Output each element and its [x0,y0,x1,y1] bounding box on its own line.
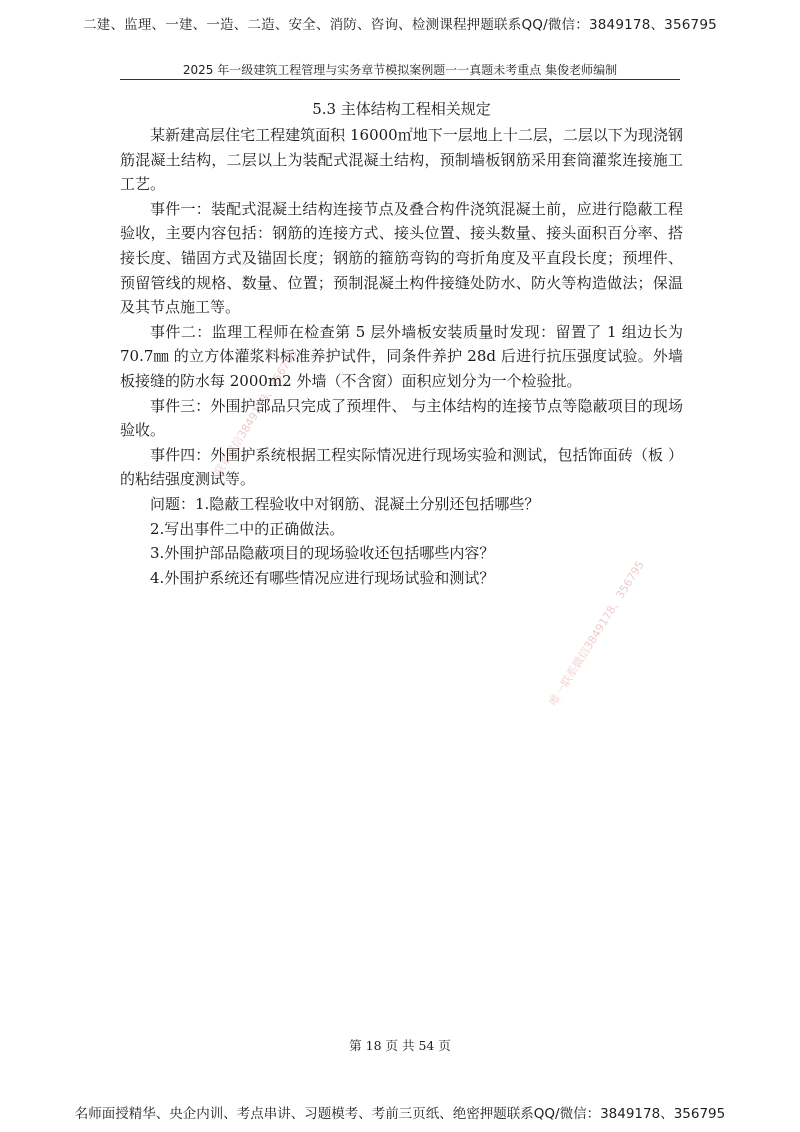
question-item: 4.外围护系统还有哪些情况应进行现场试验和测试？ [150,568,495,587]
paragraph-event-4: 事件四：外围护系统根据工程实际情况进行现场实验和测试，包括饰面砖（板 ）的粘结强度测试等。 [120,445,683,489]
paragraph-event-1: 事件一：装配式混凝土结构连接节点及叠合构件浇筑混凝土前，应进行隐蔽工程验收，主要内容包括：钢筋的连接方式、接头位置、接头数量、接头面积百分率、搭接长度、锚固方式及锚固长度；钢筋的箍筋弯钩的弯折角度及平直段长度；预埋件、预留管线的规格、数量、位置；预制混凝土构件接缝处防水、防火等构造做法；保温及其节点施工等。 [120,199,683,317]
top-banner: 二建、监理、一建、一造、二造、安全、消防、咨询、检测课程押题联系QQ/微信：3849178、356795 [83,17,717,33]
watermark: 联系微信3849178、356795 [211,347,301,478]
page-number: 第 18 页 共 54 页 [349,1038,451,1053]
question-item: 2.写出事件二中的正确做法。 [150,519,345,538]
bottom-banner: 名师面授精华、央企内训、考点串讲、习题模考、考前三页纸、绝密押题联系QQ/微信：3849178、356795 [74,1106,726,1122]
watermark: 唯一联系微信3849178、356795 [546,558,647,708]
paragraph-background: 某新建高层住宅工程建筑面积 16000㎡地下一层地上十二层，二层以下为现浇钢筋混凝土结构，二层以上为装配式混凝土结构，预制墙板钢筋采用套筒灌浆连接施工工艺。 [120,126,683,194]
question-item: 3.外围护部品隐蔽项目的现场验收还包括哪些内容？ [150,544,495,563]
paragraph-event-3: 事件三：外围护部品只完成了预埋件、 与主体结构的连接节点等隐蔽项目的现场验收。 [120,396,683,440]
paragraph-event-2: 事件二：监理工程师在检查第 5 层外墙板安装质量时发现：留置了 1 组边长为 70.7㎜ 的立方体灌浆料标准养护试件，同条件养护 28d 后进行抗压强度试验。外墙板接缝的防水每 2000m2 外墙（不含窗）面积应划分为一个检验批。 [120,322,683,390]
section-title: 5.3 主体结构工程相关规定 [312,100,491,118]
header-divider [120,79,680,80]
document-body [120,97,683,590]
questions-intro: 问题：1.隐蔽工程验收中对钢筋、混凝土分别还包括哪些？ [150,494,540,513]
document-header: 2025 年一级建筑工程管理与实务章节模拟案例题一一真题未考重点 集俊老师编制 [182,63,618,77]
